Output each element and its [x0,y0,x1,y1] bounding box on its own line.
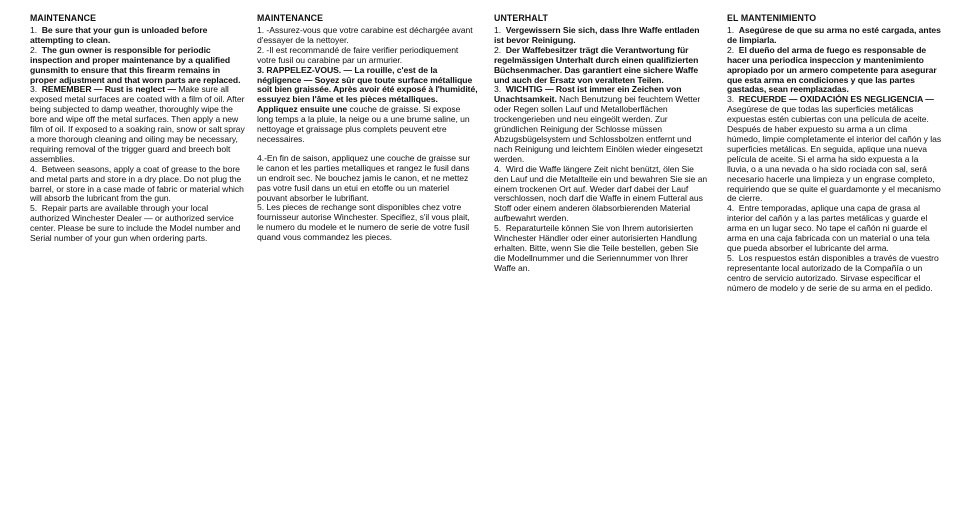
french-item-5: 5. Les pieces de rechange sont disponibles chez votre fournisseur autorise Winchester. Specifiez, s'il vous plait, le numero du modele et le numero de serie de votre fusil quand vous commandez les pieces. [257,202,470,243]
french-column [257,13,478,243]
spanish-column [727,13,942,293]
english-item-2: 2. The gun owner is responsible for periodic inspection and proper maintenance by a qualified gunsmith to ensure that this firearm remains in proper adjustment and that worn parts are replaced. [30,44,241,85]
spanish-item-2: 2. El dueño del arma de fuego es responsable de hacer una periodica inspeccion y mantenimiento apropiado por un armero competente para asegurar que esta arma en condiciones y que las partes gastadas, sean reemplazadas. [727,44,937,95]
english-column [30,13,248,244]
english-item-4: 4. Between seasons, apply a coat of grease to the bore and metal parts and store in a dry place. Do not plug the barrel, or store in a case made of fabric or material which will absorb the lubricant from the gun. [30,163,244,204]
german-column [494,13,708,274]
german-item-3: 3. WICHTIG — Rost ist immer ein Zeichen von Unachtsamkeit. Nach Benutzung bei feuchtem Wetter oder Regen sollen Lauf und Metalloberflächen trockengerieben und neu eingeölt werden. Zur gründlichen Reinigung der Schlosse müssen Abzugsbügelsystem und Schlossbolzen entfernt und nach Reinigung und leichtem Einölen wieder eingesetzt werden. [494,84,703,164]
english-item-1: 1. Be sure that your gun is unloaded before attempting to clean. [30,25,208,45]
german-item-4: 4. Wird die Waffe längere Zeit nicht benützt, ölen Sie den Lauf und die Metallteile ein und bewahren Sie sie an einem trockenen Ort auf. Weder darf dabei der Lauf verschlossen, noch darf die Waffe in einem Futteral aus Stoff oder einem anderen ölabsorbierenden Material aufbewahrt werden. [494,163,708,224]
french-item-4: 4.-En fin de saison, appliquez une couche de graisse sur le canon et les parties metalliques et rangez le fusil dans un endroit sec. Ne bouchez jamis le canon, et ne mettez pas votre fusil dans un etui en etoffe ou un materiel pouvant absorber le lubrifiant. [257,152,471,203]
english-heading: MAINTENANCE [30,13,97,23]
french-item-1: 1. -Assurez-vous que votre carabine est déchargée avant d'essayer de la nettoyer. [257,25,473,45]
german-item-1: 1. Vergewissern Sie sich, dass Ihre Waffe entladen ist bevor Reinigung. [494,25,700,45]
spanish-item-5: 5. Los respuestos están disponibles a través de vuestro representante local autorizado de la Compañía o un centro de servicio autorizado. Sirvase especificar el número de modelo y de serie de su arma en el pedido. [727,252,939,293]
german-item-5: 5. Reparaturteile können Sie von Ihrem autorisierten Winchester Händler oder einer autorisierten Handlung erhalten. Bitte, wenn Sie die Teile bestellen, geben Sie die Modellnummer und die Seriennummer von Ihrer Waffe an. [494,223,699,273]
spanish-item-3: 3. RECUERDE — OXIDACIÓN ES NEGLIGENCIA — Asegúrese de que todas las superficies metálicas expuestas estén cubiertas con una película de aceite. Después de haber expuesto su arma a un clima húmedo, limpie completamente el interior del cañón y las superficies metálicas. En seguida, aplique una nueva película de aceite. Si el arma ha sido expuesta a la lluvia, o a una nevada o ha sido rociada con sal, será necesario hacerle una limpieza y un engrase completo, requiriendo que se quite el guardamonte y el mecanismo de cierre. [727,94,942,204]
german-item-2: 2. Der Waffebesitzer trägt die Verantwortung für regelmässigen Unterhalt durch einen qualifizierten Büchsenmacher. Das garantiert eine sichere Waffe und auch der Ersatz von veralteten Teilen. [494,44,699,85]
english-item-5: 5. Repair parts are available through your local authorized Winchester Dealer — or authorized service center. Please be sure to include the Model number and Serial number of your gun when ordering parts. [30,203,241,244]
english-item-3: 3. REMEMBER — Rust is neglect — Make sure all exposed metal surfaces are coated with a film of oil. After being subjected to damp weather, thoroughly wipe the bore and wipe off the metal surfaces. Then apply a new film of oil. If exposed to a soaking rain, snow or salt spray a more thorough cleaning and oiling may be necessary, requiring removal of the trigger guard and breech bolt assemblies. [30,84,245,164]
french-item-3: 3. RAPPELEZ-VOUS. — La rouille, c'est de la négligence — Soyez sûr que toute surface métallique soit bien graissée. Après avoir été exposé à l'humidité, essuyez bien l'âme et les pièces métalliques. Appliquez ensuite une couche de graisse. Si expose long temps a la pluie, la neige ou a une brume saline, un nettoyage et graissage plus complets peuvent etre necessaires. [257,64,478,144]
french-heading: MAINTENANCE [257,13,324,23]
french-item-2: 2. -Il est recommandé de faire verifier periodiquement votre fusil ou carabine par un armurier. [257,44,459,65]
spanish-item-1: 1. Asegúrese de que su arma no esté cargada, antes de limpiarla. [727,25,941,45]
german-heading: UNTERHALT [494,13,548,23]
spanish-heading: EL MANTENIMIENTO [727,13,817,23]
spanish-item-4: 4. Entre temporadas, aplique una capa de grasa al interior del cañón y a las partes metálicas y guarde el arma en un lugar seco. No tape el cañón ni guarde el arma en una caja fabricada con un material o una tela que pueda absorber el lubricante del arma. [727,203,930,253]
